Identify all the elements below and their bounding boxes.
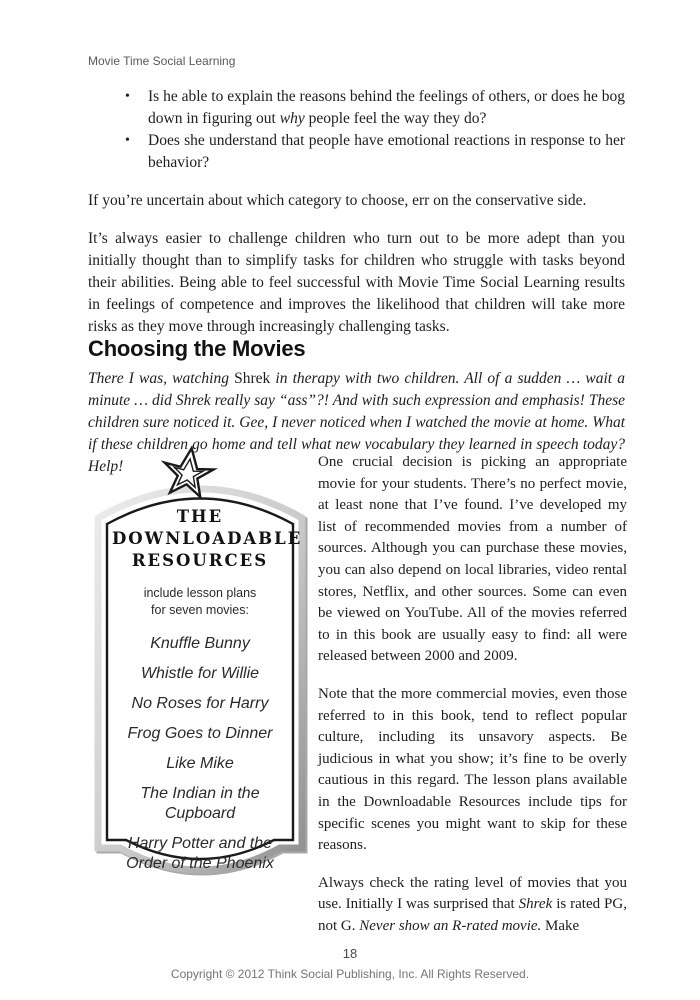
paragraph-easier: It’s always easier to challenge children who turn out to be more adept than you initially thought than to simplify tasks for children who struggle with tasks beyond their abilities. Being able to feel successful with Movie Time Social Learning results in feelings of competence and improves the likelihood that children will take more risks as they move through increasingly challenging tasks. xyxy=(88,230,625,335)
text-run: is rated PG, not G. xyxy=(318,896,627,934)
text-run: Is he able to explain the reasons behind the feelings of others, or does he bog down in figuring out xyxy=(148,88,625,127)
resources-title-line: RESOURCES xyxy=(131,551,269,570)
movie-title: Frog Goes to Dinner xyxy=(127,725,273,742)
copyright-notice: Copyright © 2012 Think Social Publishing, Inc. All Rights Reserved. xyxy=(170,967,530,981)
movie-title: Knuffle Bunny xyxy=(150,635,250,652)
running-header: Movie Time Social Learning xyxy=(88,54,236,68)
bullet-icon: • xyxy=(125,89,130,104)
paragraph-uncertain: If you’re uncertain about which category to choose, err on the conservative side. xyxy=(88,192,587,209)
bullet-icon: • xyxy=(125,133,130,148)
resources-box xyxy=(92,444,308,896)
column-paragraph-sources: One crucial decision is picking an appropriate movie for your students. There’s no perfect movie, at least none that I’ve found. I’ve developed my list of recommended movies from a number of sources. Although you can purchase these movies, you can also depend on local libraries, video rental stores, Netflix, and other sources. Some can even be viewed on YouTube. All of the movies referred to in this book are usually easy to find: all were released between 2000 and 2009. xyxy=(318,454,627,665)
text-run: There I was, watching xyxy=(88,370,235,387)
bullet-text xyxy=(148,88,625,127)
resources-title xyxy=(112,506,303,572)
movie-title: Harry Potter and the Order of the Phoenix xyxy=(126,835,274,872)
resources-box-content xyxy=(112,506,303,884)
resources-title-line: DOWNLOADABLE xyxy=(112,529,303,548)
movie-title: No Roses for Harry xyxy=(131,695,269,712)
movie-title: Whistle for Willie xyxy=(140,665,260,682)
text-run: Always check the rating level of movies that you use. Initially I was surprised that xyxy=(318,874,627,913)
bullet-list xyxy=(88,86,625,174)
right-column xyxy=(318,452,627,953)
movie-title: Like Mike xyxy=(166,755,234,772)
column-paragraph-judicious: Note that the more commercial movies, even those referred to in this book, tend to reflect popular culture, including its unsavory aspects. Be judicious in what you show; it’s fine to be overly cautious in this regard. The lesson plans available in the Downloadable Resources include tips for specific scenes you might want to skip for these reasons. xyxy=(318,685,627,854)
text-run: why xyxy=(279,110,305,127)
bullet-item xyxy=(88,86,625,130)
text-run: Never show an R-rated movie. xyxy=(359,917,542,934)
movie-list xyxy=(112,634,288,874)
resources-subtitle-line: include lesson plans xyxy=(143,586,257,600)
column-paragraph-rating xyxy=(318,873,627,938)
resources-subtitle xyxy=(112,585,288,619)
text-run: Shrek xyxy=(518,896,553,913)
bullet-text xyxy=(148,132,625,171)
bullet-item xyxy=(88,130,625,174)
text-run: people feel the way they do? xyxy=(304,110,487,127)
text-run: Make xyxy=(541,917,580,934)
page-number: 18 xyxy=(342,946,358,961)
movie-title: The Indian in the Cupboard xyxy=(140,785,260,822)
text-run: Does she understand that people have emotional reactions in response to her behavior? xyxy=(148,132,625,171)
text-run: in therapy with two children. All of a sudden … wait a minute … did Shrek really say “ass”?! And with such expression and emphasis! These children sure noticed it. Gee, I never noticed when I watched the movie at home. What if these children go home and tell what new vocabulary they learned in speech today? Help! xyxy=(88,370,625,475)
resources-title-line: THE xyxy=(176,507,224,526)
text-run: Shrek xyxy=(234,370,271,387)
section-heading: Choosing the Movies xyxy=(88,336,306,361)
resources-subtitle-line: for seven movies: xyxy=(151,603,249,617)
